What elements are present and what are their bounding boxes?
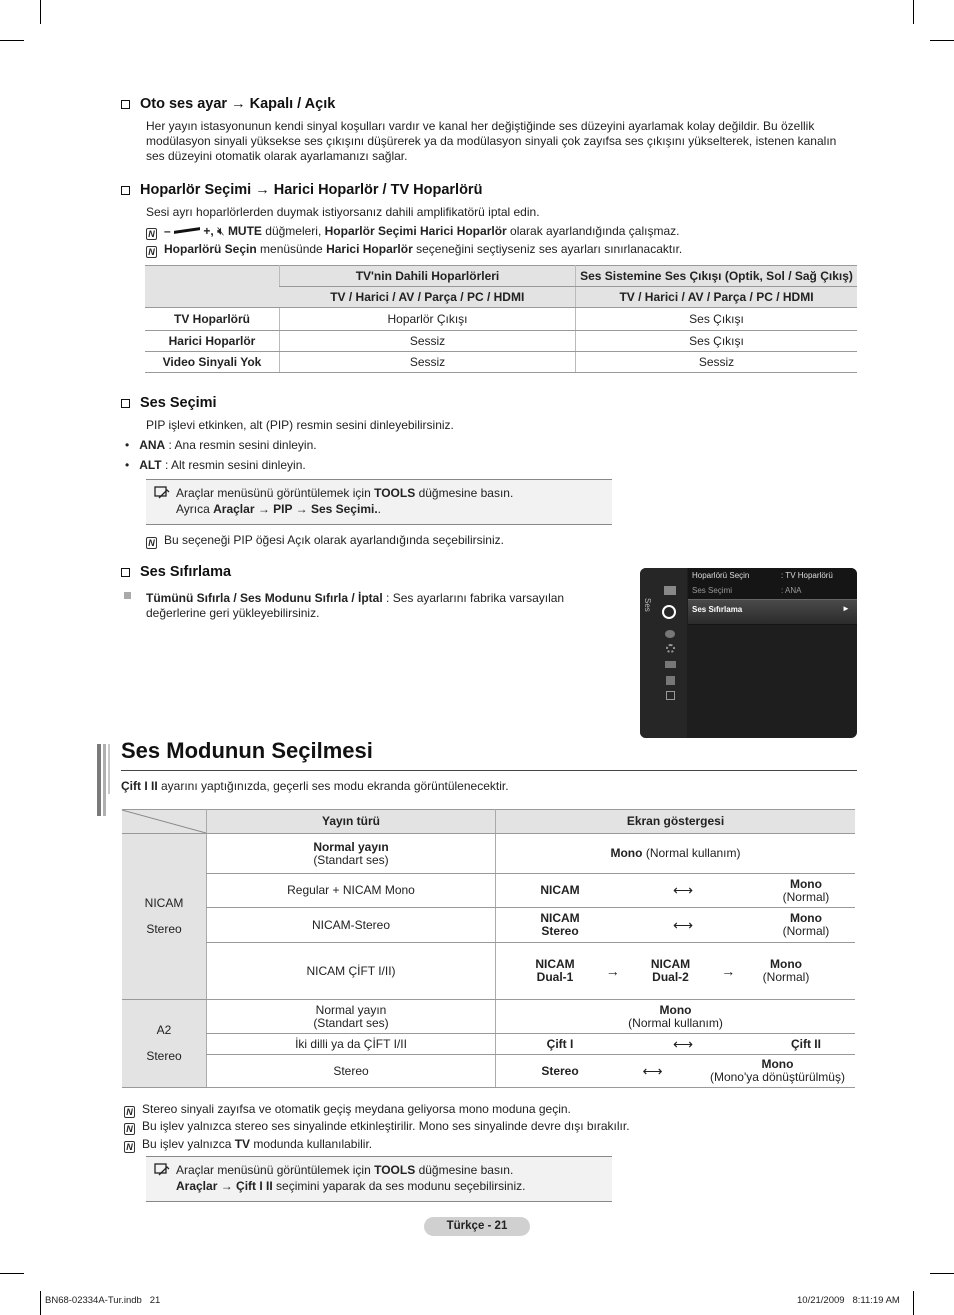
table-header: Yayın türü [207,810,496,834]
checkbox-bullet-icon [121,186,130,195]
table-subheader: TV / Harici / AV / Parça / PC / HDMI [576,287,858,308]
sound-reset-description: Tümünü Sıfırla / Ses Modunu Sıfırla / İptal : Ses ayarlarını fabrika varsayılan değerlerine geri yükleyebilirsiniz. [146,591,565,620]
arrow-right-icon: ► [842,604,850,613]
speaker-table [145,265,857,373]
table-row: Stereo Stereo ⟷ Mono (Mono'ya dönüştürülmüş) [122,1055,855,1088]
channel-icon [665,630,675,638]
speaker-note-2: N Hoparlörü Seçin menüsünde Harici Hoparlör seçeneğini seçtiyseniz ses ayarları sınırlanacaktır. [146,242,682,258]
input-icon [665,661,676,668]
tv-menu-item: Hoparlörü Seçin [692,571,750,580]
note-icon: N [146,537,157,549]
group-nicam: NICAM Stereo [122,834,207,1000]
note-icon: N [124,1141,135,1153]
sound-mode-table [122,809,855,1088]
title-bar-accent [108,744,110,794]
support-icon [666,691,675,700]
crop-mark [930,1273,954,1274]
tools-note-box: Araçlar menüsünü görüntülemek için TOOLS düğmesine basın. Araçlar → Çift I II seçimini yaparak da ses modunu seçebilirsiniz. [146,1156,612,1202]
double-arrow-icon: ⟷ [672,1035,694,1052]
double-arrow-icon: ⟷ [642,1062,663,1079]
section-heading-speaker-select: Hoparlör Seçimi → Harici Hoparlör / TV Hoparlörü [121,182,482,198]
right-arrow-icon: → [721,962,736,979]
application-icon [666,676,675,685]
note-icon: N [146,246,157,258]
section-heading-sound-select: Ses Seçimi [121,395,217,411]
table-row: İki dilli ya da ÇİFT I/II Çift I ⟷ Çift II [122,1034,855,1055]
double-arrow-icon: ⟷ [672,882,694,898]
tv-menu-item: Ses Seçimi [692,586,733,595]
right-arrow-icon: → [605,962,620,979]
setup-icon [666,644,675,653]
title-bar-accent [103,744,106,816]
speaker-note-1: N – +, 🔇︎ MUTE düğmeleri, Hoparlör Seçimi Harici Hoparlör olarak ayarlandığında çalışmaz. [146,224,679,240]
double-arrow-icon: ⟷ [672,916,694,933]
sound-icon [662,605,676,619]
tv-menu-sidebar: Ses [640,568,687,738]
title-underline [121,770,857,771]
page-title: Ses Modunun Seçilmesi [121,738,373,763]
page-number-badge: Türkçe - 21 [424,1217,530,1236]
table-header: Ses Sistemine Ses Çıkışı (Optik, Sol / Sağ Çıkış) [576,266,858,287]
table-corner [145,266,280,308]
picture-icon [664,586,676,595]
table-row: NICAM-Stereo NICAM Stereo ⟷ Mono (Normal) [122,908,855,943]
mode-note-3: N Bu işlev yalnızca TV modunda kullanılabilir. [124,1137,372,1153]
checkbox-bullet-icon [121,568,130,577]
note-icon: N [146,228,157,240]
section-heading-sound-reset: Ses Sıfırlama [121,564,231,580]
tools-icon [154,1163,170,1181]
table-row: A2 Stereo Normal yayın (Standart ses) Mono (Normal kullanım) [122,1000,855,1034]
table-corner [122,810,207,834]
note-icon: N [124,1106,135,1118]
table-row: NICAM ÇİFT I/II) NICAM Dual-1 → NICAM Dual-2 → Mono (Normal) [122,943,855,1000]
tools-icon [154,486,170,504]
tools-note-box: Araçlar menüsünü görüntülemek için TOOLS düğmesine basın. Ayrıca Araçlar → PIP → Ses Seçimi.. [146,479,612,525]
main-intro: Çift I II ayarını yaptığınızda, geçerli ses modu ekranda görüntülenecektir. [121,779,509,793]
crop-mark [913,1291,914,1315]
crop-mark [40,1291,41,1315]
square-bullet-icon [124,592,131,599]
footer-filename: BN68-02334A-Tur.indb 21 [45,1295,161,1306]
crop-mark [913,0,914,24]
note-icon: N [124,1123,135,1135]
title-bar-accent [97,744,101,816]
group-a2: A2 Stereo [122,1000,207,1088]
mute-icon: 🔇︎ [217,224,228,238]
auto-volume-description: Her yayın istasyonunun kendi sinyal koşulları vardır ve kanal her değiştiğinde ses düzeyini ayarlamak kolay değildir. Bu özellik modülasyon sinyali yüksekse ses çıkışını düşürerek ya da modülasyon sinyali çok zayıfsa ses çıkışını yükselterek, istenen kanalın ses düzeyini otomatik olarak ayarlamanızı sağlar. [146,119,837,163]
table-row: TV Hoparlörü Hoparlör Çıkışı Ses Çıkışı [145,308,857,331]
tv-menu-screenshot: Ses Hoparlörü Seçin : TV Hoparlörü Ses Seçimi : ANA Ses Sıfırlama ► [640,568,857,738]
checkbox-bullet-icon [121,399,130,408]
pip-note: N Bu seçeneği PIP öğesi Açık olarak ayarlandığında seçebilirsiniz. [146,533,504,549]
crop-mark [930,40,954,41]
mode-note-2: N Bu işlev yalnızca stereo ses sinyalinde etkinleştirilir. Mono ses sinyalinde devre dışı bırakılır. [124,1119,630,1135]
speaker-intro: Sesi ayrı hoparlörlerden duymak istiyorsanız dahili amplifikatörü iptal edin. [146,205,540,219]
table-row: Regular + NICAM Mono NICAM ⟷ Mono (Normal) [122,874,855,908]
table-row: Video Sinyali Yok Sessiz Sessiz [145,352,857,373]
table-subheader: TV / Harici / AV / Parça / PC / HDMI [280,287,576,308]
crop-mark [40,0,41,24]
mode-note-1: N Stereo sinyali zayıfsa ve otomatik geçiş meydana geliyorsa mono moduna geçin. [124,1102,571,1118]
crop-mark [0,40,24,41]
checkbox-bullet-icon [121,100,130,109]
table-header: Ekran göstergesi [496,810,856,834]
table-row: Harici Hoparlör Sessiz Ses Çıkışı [145,331,857,352]
bullet-ana: • ANA : Ana resmin sesini dinleyin. [125,438,317,452]
table-row: NICAM Stereo Normal yayın (Standart ses) Mono (Normal kullanım) [122,834,855,874]
crop-mark [0,1273,24,1274]
sound-select-intro: PIP işlevi etkinken, alt (PIP) resmin sesini dinleyebilirsiniz. [146,418,454,432]
table-header: TV'nin Dahili Hoparlörleri [280,266,576,287]
bullet-alt: • ALT : Alt resmin sesini dinleyin. [125,458,306,472]
footer-date: 10/21/2009 8:11:19 AM [797,1295,900,1306]
volume-bar-icon [174,227,200,234]
section-heading-auto-volume: Oto ses ayar → Kapalı / Açık [121,96,335,112]
